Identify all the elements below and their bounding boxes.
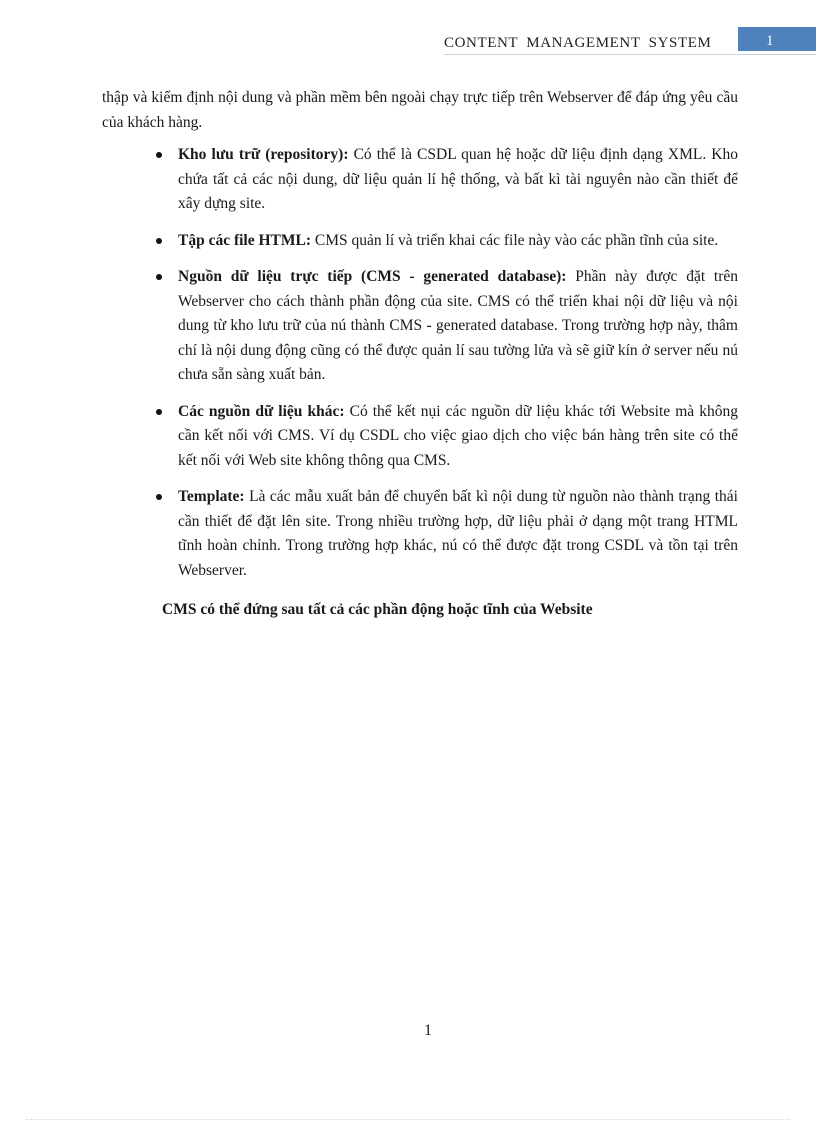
bullet-dot-icon: [156, 409, 162, 415]
bullet-list: [155, 143, 738, 595]
footer-page-number: 1: [424, 1022, 432, 1039]
bullet-item-other-sources: [155, 400, 738, 474]
header-divider: [444, 54, 816, 55]
bullet-term: Template:: [178, 488, 245, 505]
intro-paragraph: thập và kiểm định nội dung và phần mềm bên ngoài chạy trực tiếp trên Webserver để đáp ứng yêu cầu của khách hàng.: [102, 89, 738, 131]
bullet-text: Là các mẫu xuất bản để chuyển bất kì nội dung từ nguồn nào thành trạng thái cần thiết để đặt lên site. Trong nhiều trường hợp, dữ liệu phải ở dạng một trang HTML tĩnh hoàn chỉnh. Trong trường hợp khác, nú có thể được đặt trong CSDL và tồn tại trên Webserver.: [178, 488, 738, 579]
bullet-text: Có thể là CSDL quan hệ hoặc dữ liệu định dạng XML. Kho chứa tất cả các nội dung, dữ liệu quản lí hệ thống, và bất kì tài nguyên nào cần thiết để xây dựng site.: [178, 146, 738, 212]
bullet-term: Nguồn dữ liệu trực tiếp (CMS - generated database):: [178, 268, 567, 285]
bullet-dot-icon: [156, 238, 162, 244]
header-page-number: 1: [766, 33, 774, 49]
bullet-term: Kho lưu trữ (repository):: [178, 146, 349, 163]
bullet-term: Các nguồn dữ liệu khác:: [178, 402, 345, 420]
figure-caption: CMS có thể đứng sau tất cả các phần động hoặc tĩnh của Website: [162, 601, 593, 618]
bullet-term: Tập các file HTML:: [178, 231, 312, 249]
bullet-item-template: [155, 485, 738, 583]
bullet-text: CMS quản lí và triển khai các file này vào các phần tĩnh của site.: [311, 231, 719, 249]
bullet-dot-icon: [156, 274, 162, 280]
header-page-tab: [738, 27, 816, 51]
bullet-text: Có thể kết nụi các nguồn dữ liệu khác tới Website mà không cần kết nối với CMS. Ví dụ CSDL cho việc giao dịch cho việc bán hàng trên site có thể kết nối với Web site không thông qua CMS.: [178, 402, 738, 469]
bullet-item-html-files: [155, 229, 738, 254]
bullet-dot-icon: [156, 494, 162, 500]
bullet-dot-icon: [156, 152, 162, 158]
bullet-text: Phần này được đặt trên Webserver cho cách thành phần động của site. CMS có thể triển khai nội dữ liệu và nội dung từ kho lưu trữ của nú thành CMS - generated database. Trong trường hợp này, thâm chí là nội dung động cũng có thể được quản lí sau tường lửa và sẽ giữ kín ở server nếu nú chưa sẵn sàng xuất bản.: [178, 268, 739, 383]
page-bottom-divider: [26, 1119, 790, 1120]
bullet-item-generated-database: [155, 265, 738, 388]
bullet-item-repository: [155, 143, 738, 217]
running-header-title: CONTENT MANAGEMENT SYSTEM: [444, 35, 712, 51]
